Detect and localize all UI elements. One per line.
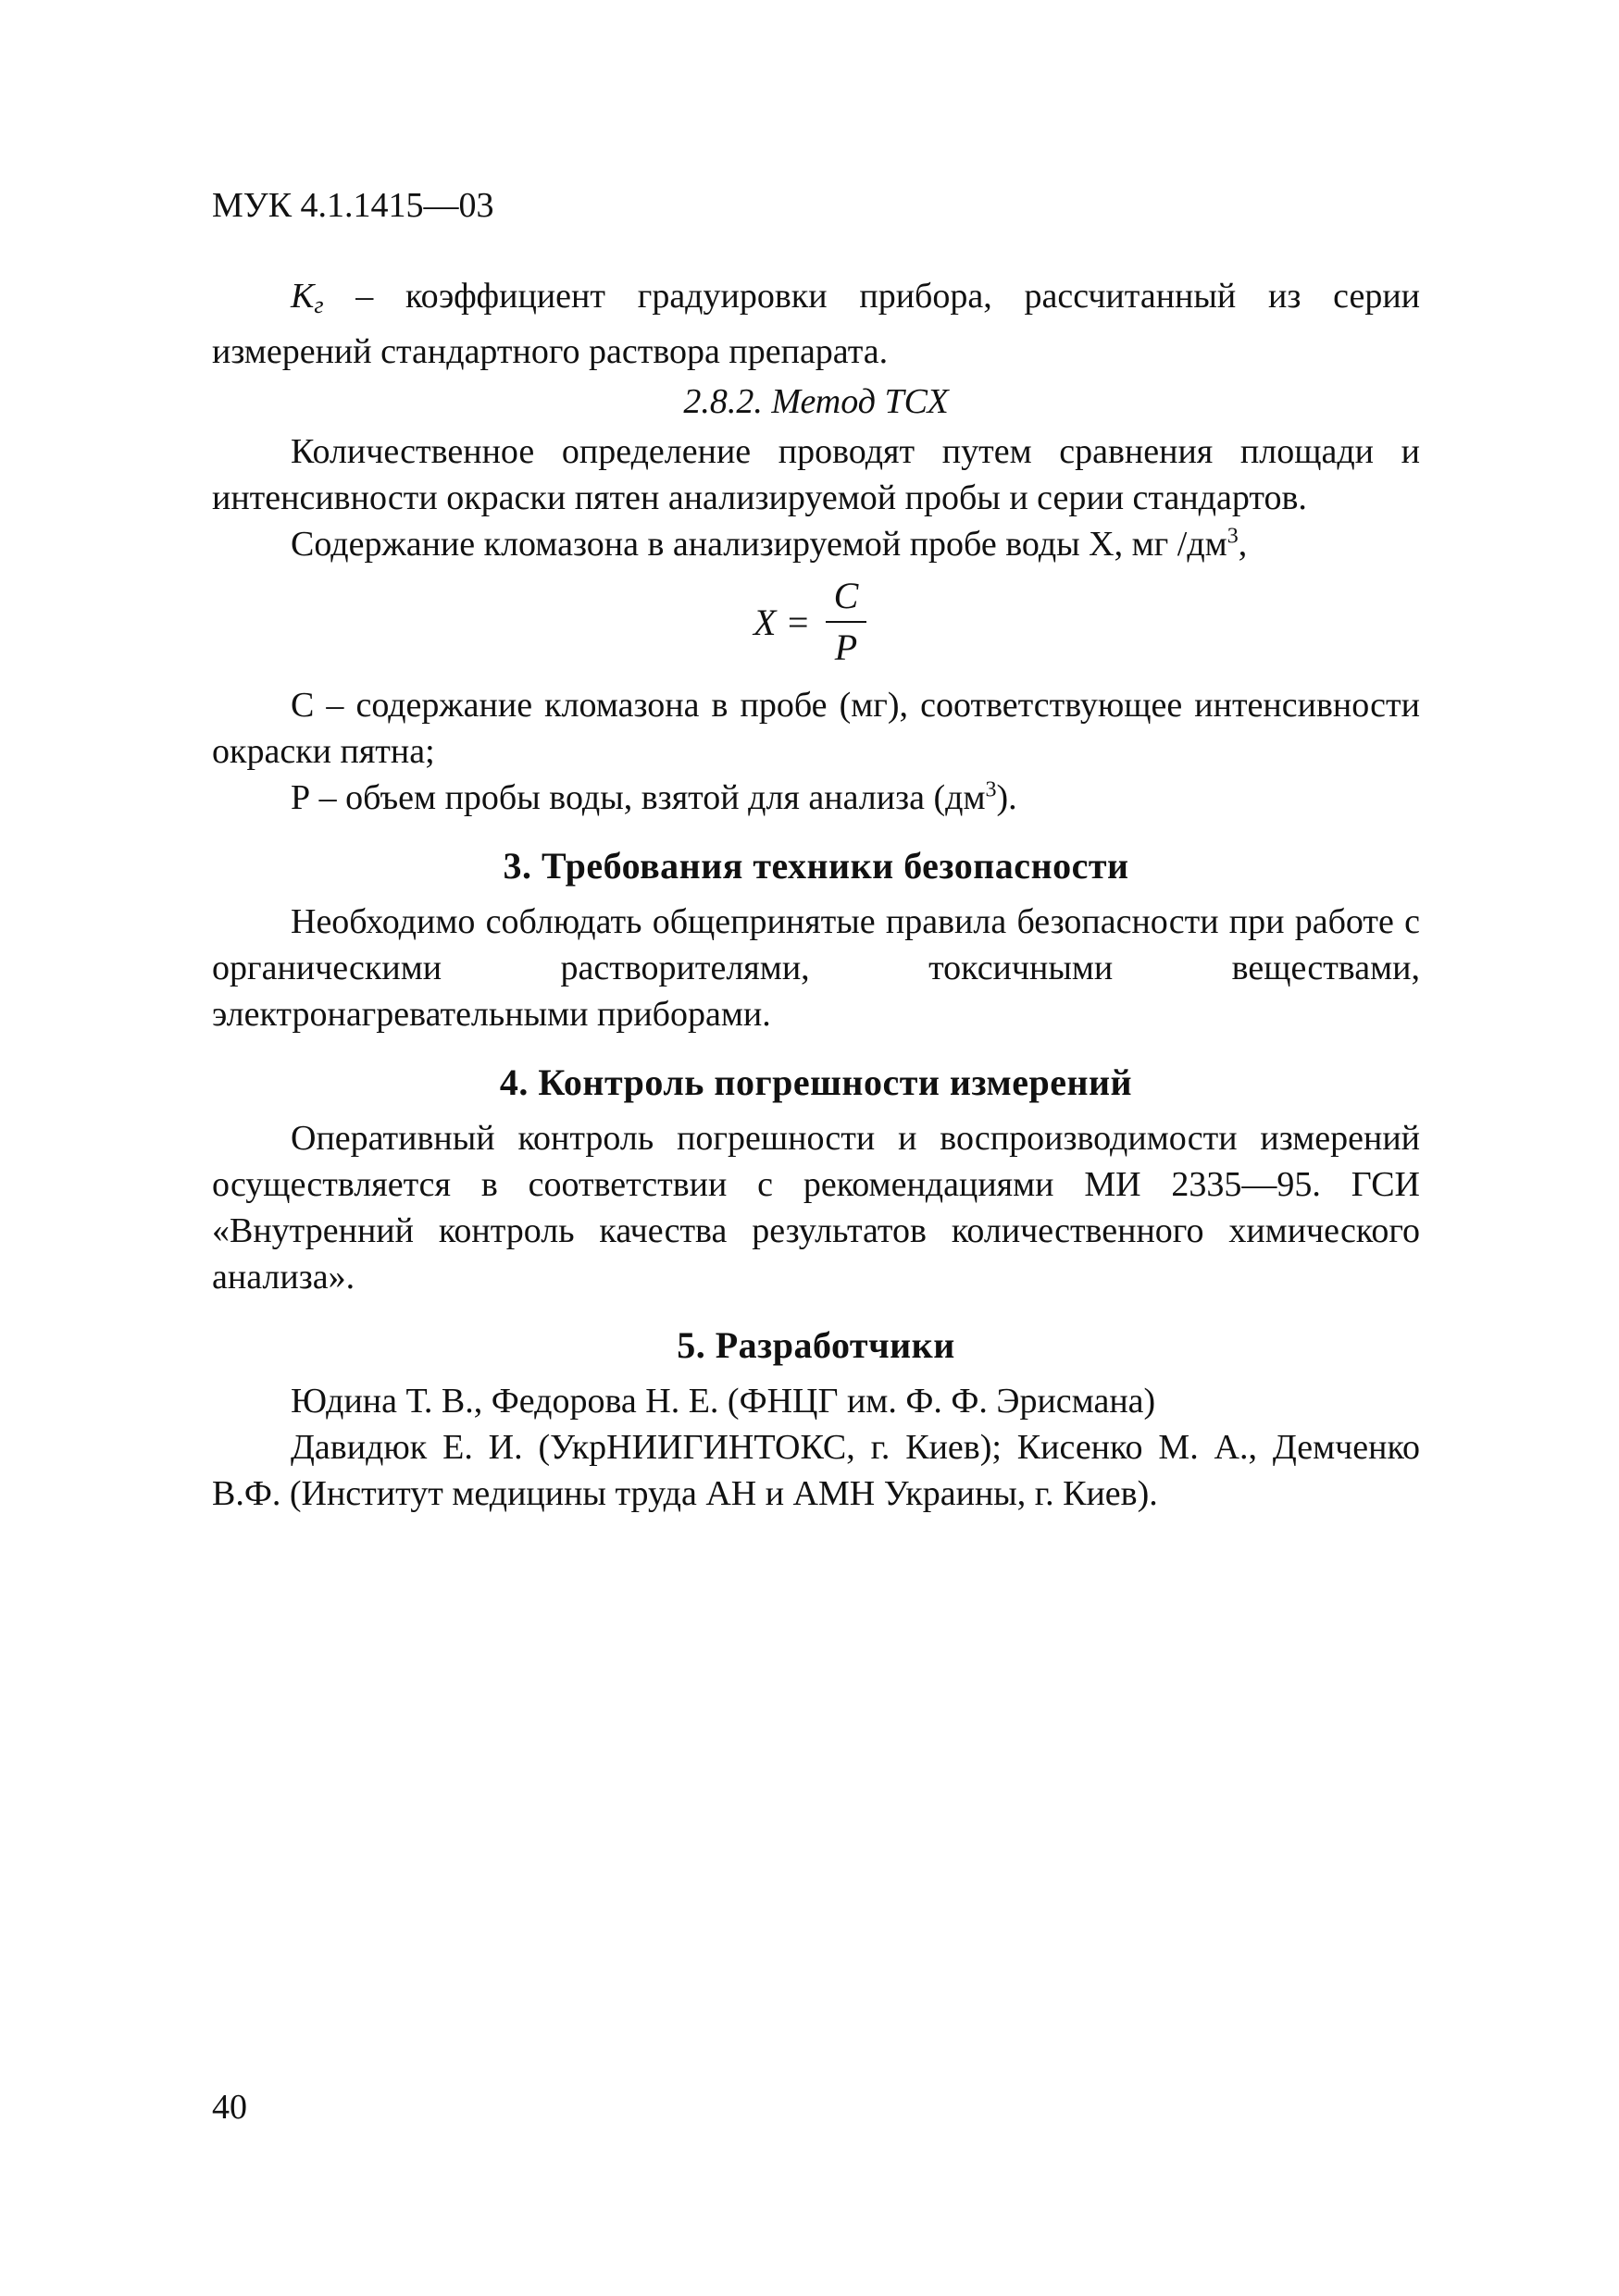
section-3-title: 3. Требования техники безопасности — [503, 845, 1129, 887]
formula-numerator: C — [833, 575, 859, 616]
section-4-text: Оперативный контроль погрешности и воспроизводимости измерений осуществляется в соответствии с рекомендациями МИ 2335—95. ГСИ «Внутренний контроль качества результатов количественного химического анализа». — [212, 1119, 1420, 1297]
formula-fraction — [826, 575, 866, 669]
content-definition-end: , — [1238, 525, 1248, 564]
fraction-bar — [826, 621, 866, 623]
page-number: 40 — [212, 2088, 247, 2127]
developers-line-1: Юдина Т. В., Федорова Н. Е. (ФНЦГ им. Ф. Ф. Эрисмана) — [291, 1382, 1156, 1421]
formula-lhs: X = — [753, 602, 811, 643]
kg-symbol: K — [291, 277, 315, 316]
formula-x-equals-c-over-p — [212, 575, 1420, 676]
kg-definition-paragraph — [212, 273, 1420, 375]
document-code-header: МУК 4.1.1415—03 — [212, 186, 494, 225]
formula-denominator: P — [834, 627, 858, 668]
content-unit-superscript: 3 — [1227, 524, 1239, 549]
method-tlc-heading: 2.8.2. Метод ТСХ — [683, 382, 949, 421]
method-tlc-paragraph: Количественное определение проводят путем сравнения площади и интенсивности окраски пятен анализируемой пробы и серии стандартов. — [212, 432, 1420, 517]
kg-subscript: г — [314, 292, 324, 318]
section-5-title: 5. Разработчики — [677, 1324, 955, 1366]
p-definition-end: ). — [996, 778, 1017, 817]
kg-definition-text: – коэффициент градуировки прибора, рассчитанный из серии измерений стандартного раствора препарата. — [212, 277, 1420, 371]
content-definition-text: Содержание кломазона в анализируемой пробе воды X, мг /дм — [291, 525, 1227, 564]
page-body — [212, 273, 1420, 1517]
p-definition-text: Р – объем пробы воды, взятой для анализа (дм — [291, 778, 986, 817]
c-definition-paragraph: С – содержание кломазона в пробе (мг), соответствующее интенсивности окраски пятна; — [212, 686, 1420, 771]
section-4-title: 4. Контроль погрешности измерений — [499, 1061, 1133, 1103]
section-3-text: Необходимо соблюдать общепринятые правила безопасности при работе с органическими растворителями, токсичными веществами, электронагревательными приборами. — [212, 902, 1420, 1034]
content-definition-paragraph — [212, 521, 1420, 567]
p-definition-paragraph — [212, 775, 1420, 821]
p-unit-superscript: 3 — [985, 777, 997, 802]
developers-line-2: Давидюк Е. И. (УкрНИИГИНТОКС, г. Киев); Кисенко М. А., Демченко В.Ф. (Институт медицины труда АН и АМН Украины, г. Киев). — [212, 1428, 1420, 1513]
